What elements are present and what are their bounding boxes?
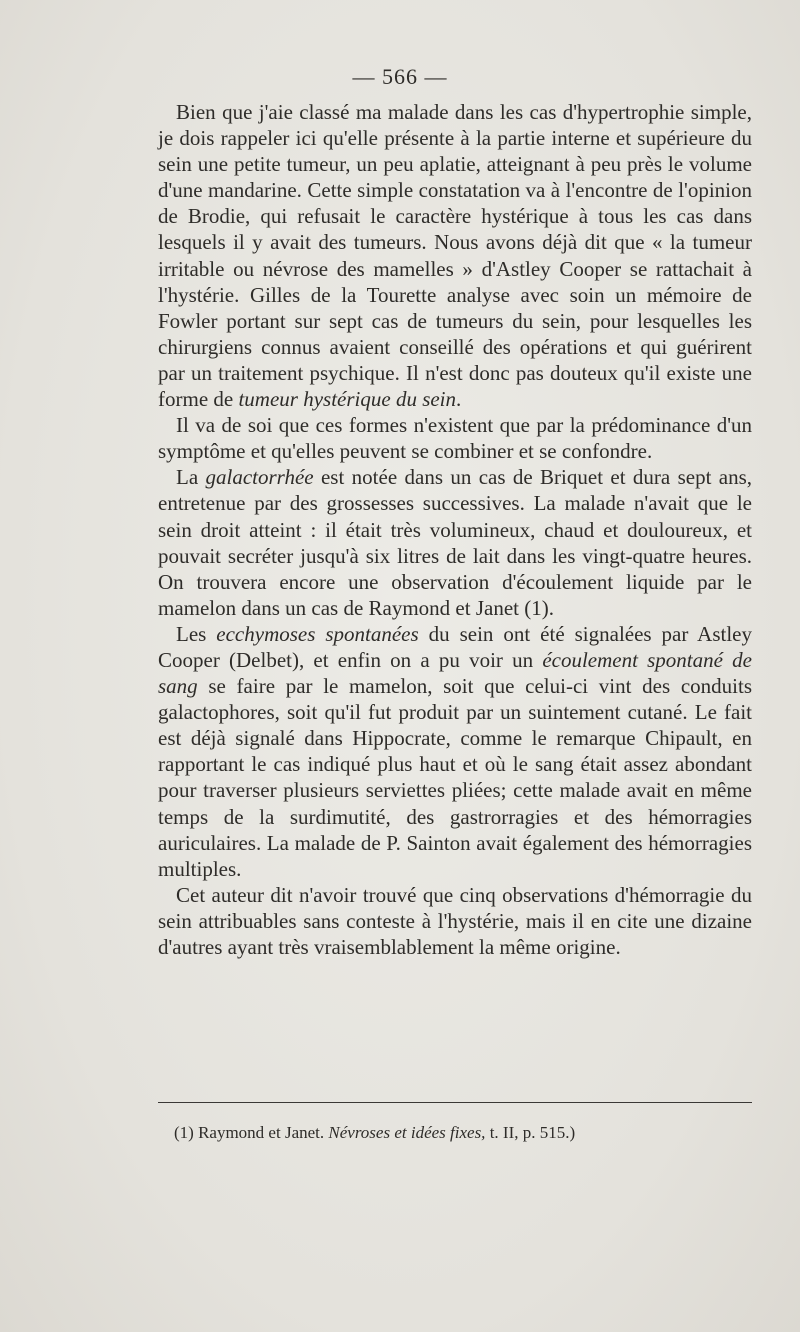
paragraph <box>158 882 752 960</box>
text-run: Cet auteur dit n'avoir trouvé que cinq observations d'hémorragie du sein attribuables sans conteste à l'hystérie, mais il en cite une dizaine d'autres ayant très vraisemblablement la même origine. <box>158 882 752 959</box>
footnote-ref: t. II, p. 515.) <box>489 1123 576 1142</box>
body-text <box>158 99 752 960</box>
text-run: La <box>176 465 206 490</box>
paragraph <box>158 621 752 882</box>
paragraph <box>158 464 752 621</box>
text-run: . <box>456 387 462 412</box>
italic-text: ecchymoses spontanées <box>216 621 419 646</box>
text-run: est notée dans un cas de Briquet et dura sept ans, entretenue par des grossesses successives. La malade n'avait que le sein droit atteint : il était très volumineux, chaud et douloureux, et pouvait secréter jusqu'à six litres de lait dans les vingt-quatre heures. On trouvera encore une observation d'écoulement liquide par le mamelon dans un cas de Raymond et Janet (1). <box>158 465 752 620</box>
paragraph <box>158 412 752 464</box>
text-run: Les <box>176 621 217 646</box>
text-run: Il va de soi que ces formes n'existent que par la prédominance d'un symptôme et qu'elles peuvent se combiner et se confondre. <box>158 413 752 464</box>
text-run: du sein ont été signalées par Astley Cooper (Delbet), et enfin on a pu voir un <box>158 621 752 672</box>
footnote <box>174 1122 752 1144</box>
paragraph <box>158 99 752 412</box>
italic-text: galactorrhée <box>205 465 314 490</box>
footnote-marker: (1) <box>174 1123 194 1142</box>
footnote-rule <box>158 1102 752 1103</box>
footnote-authors: Raymond et Janet. <box>198 1123 325 1142</box>
page-number: — 566 — <box>352 64 448 89</box>
italic-text: tumeur hystérique du sein <box>238 387 457 412</box>
footnote-title: Névroses et idées fixes, <box>328 1123 486 1142</box>
italic-text: écoulement spontané de sang <box>158 647 752 699</box>
text-run: se faire par le mamelon, soit que celui-ci vint des conduits galactophores, soit qu'il fut produit par un suintement cutané. Le fait est déjà signalé dans Hippocrate, comme le remarque Chipault, en rapportant le cas indiqué plus haut et où le sang était assez abondant pour traverser plusieurs serviettes pliées; cette malade avait en même temps de la surdimutité, des gastrorragies et des hémorragies auriculaires. La malade de P. Sainton avait également des hémorragies multiples. <box>158 674 752 881</box>
text-run: Bien que j'aie classé ma malade dans les cas d'hypertrophie simple, je dois rappeler ici qu'elle présente à la partie interne et supérieure du sein une petite tumeur, un peu aplatie, atteignant à peu près le volume d'une mandarine. Cette simple constatation va à l'encontre de l'opinion de Brodie, qui refusait le caractère hystérique à tous les cas dans lesquels il y avait des tumeurs. Nous avons déjà dit que « la tumeur irritable ou névrose des mamelles » d'Astley Cooper se rattachait à l'hystérie. Gilles de la Tourette analyse avec soin un mémoire de Fowler portant sur sept cas de tumeurs du sein, pour lesquelles les chirurgiens connus avaient conseillé des opérations et qui guérirent par un traitement psychique. Il n'est donc pas douteux qu'il existe une forme de <box>158 100 752 412</box>
